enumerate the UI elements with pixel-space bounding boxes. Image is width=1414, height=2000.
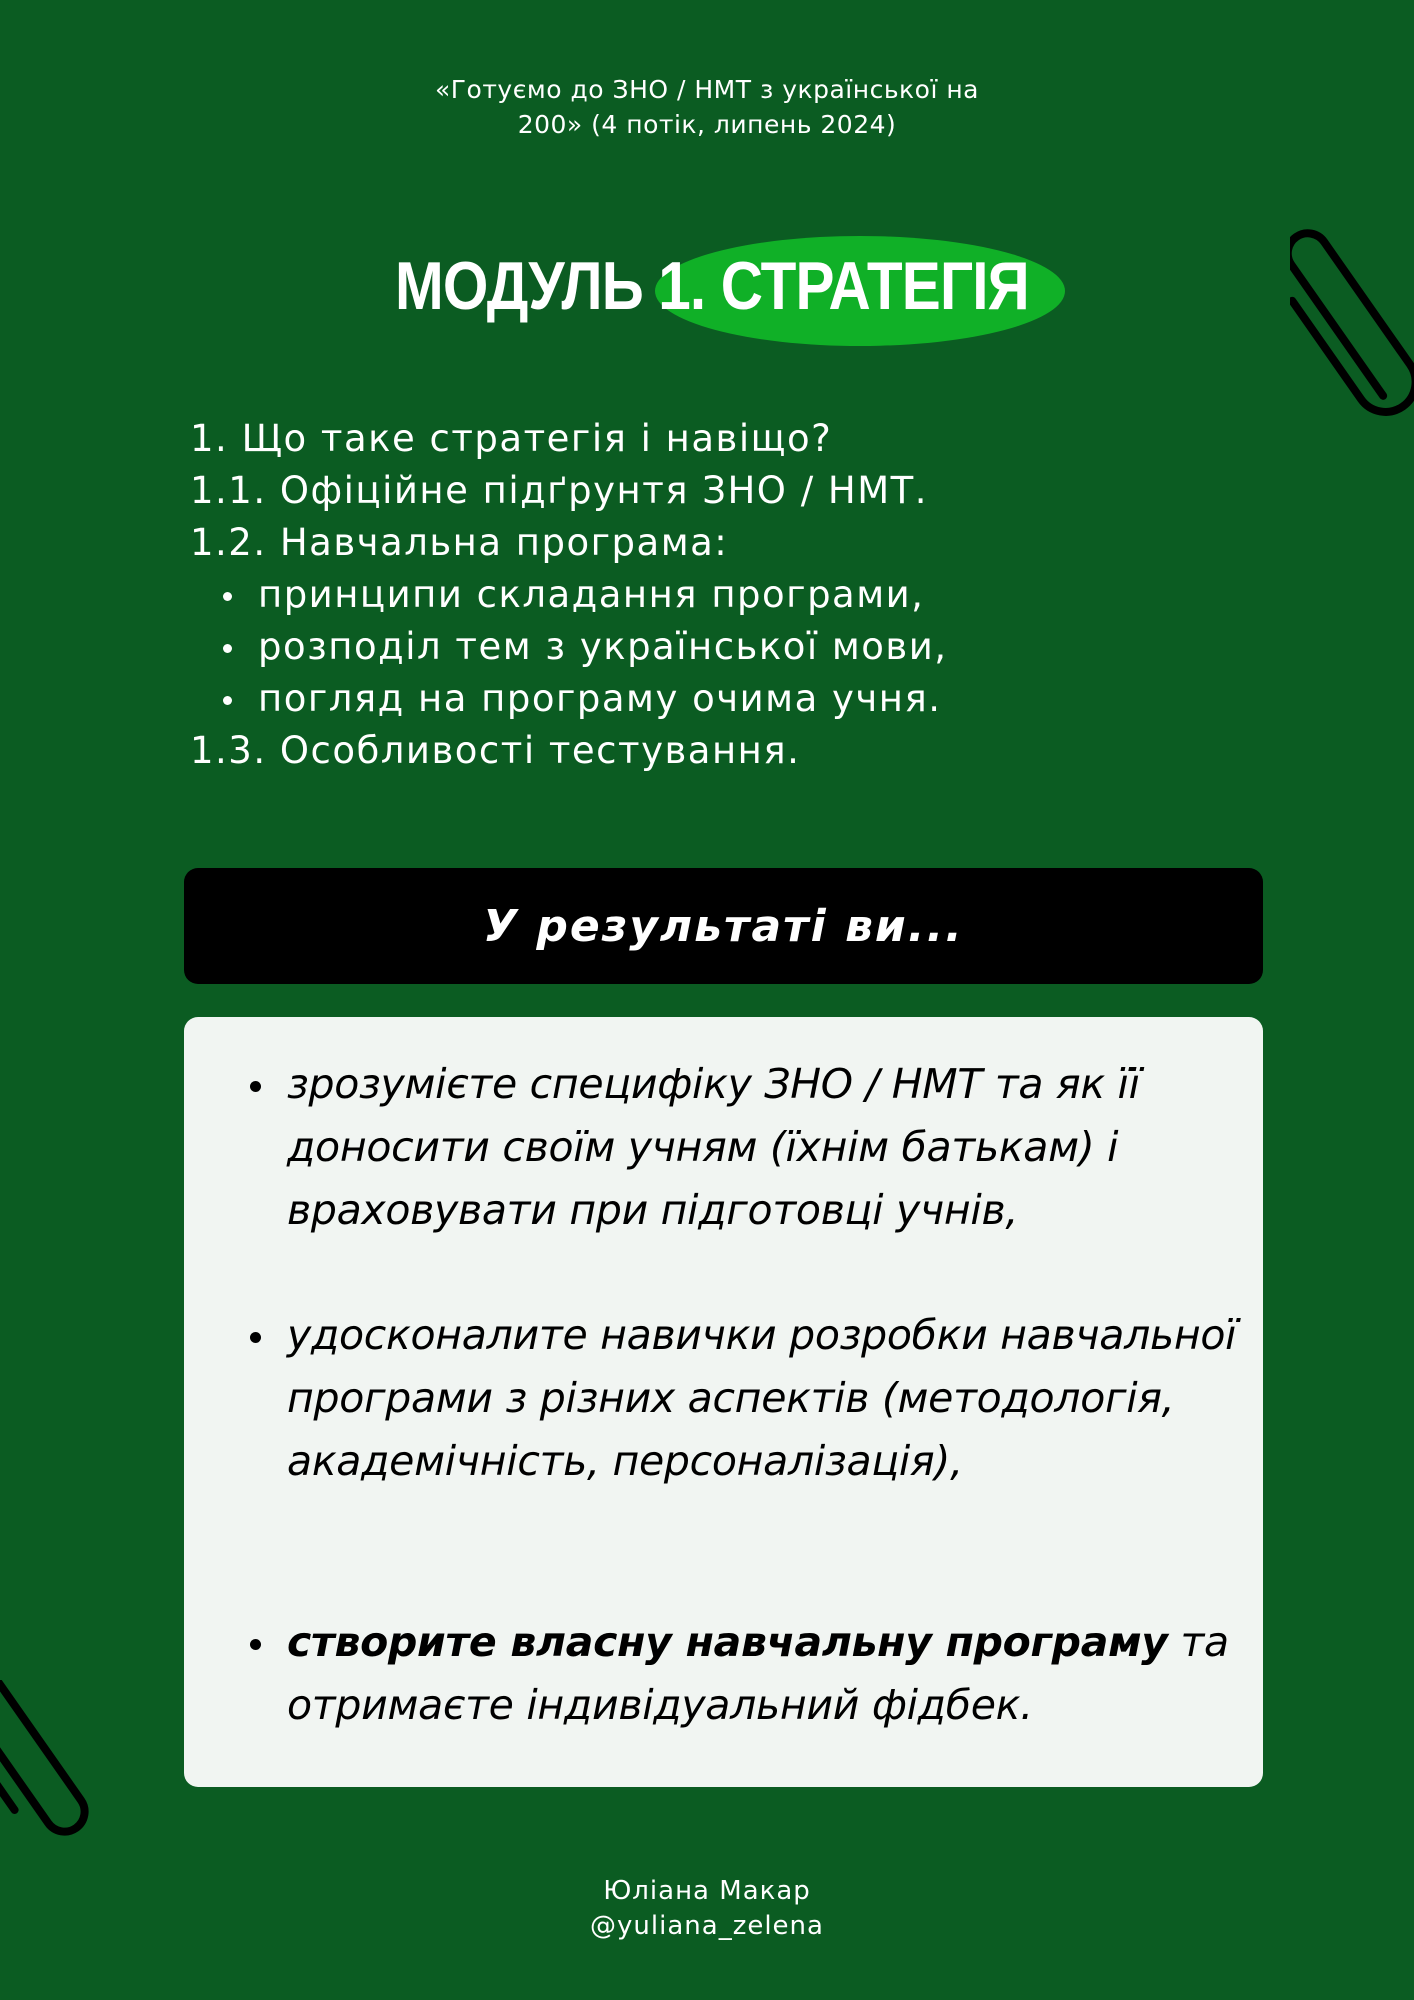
outline-subitem: погляд на програму очима учня. [190, 673, 1090, 725]
heading-part-1: МОДУЛЬ [395, 248, 659, 324]
outcome-text: та отримаєте індивідуальний фідбек. [287, 1618, 1229, 1729]
outcome-bold-text: створите власну навчальну програму [287, 1618, 1168, 1666]
module-heading [395, 232, 1075, 347]
outline-item: 1.2. Навчальна програма: [190, 521, 729, 564]
outline-item: 1.1. Офіційне підґрунтя ЗНО / НМТ. [190, 469, 929, 512]
outcomes-card [184, 1017, 1263, 1787]
results-banner-text: У результаті ви... [483, 900, 964, 952]
author-signature [507, 1874, 907, 1944]
results-banner [184, 868, 1263, 984]
outcome-text: удосконалите навички розробки навчальної програми з різних аспектів (методологія, академічність, персоналізація), [287, 1311, 1237, 1485]
course-title [407, 72, 1007, 142]
outline-item: 1. Що таке стратегія і навіщо? [190, 417, 833, 460]
course-title-line-1: «Готуємо до ЗНО / НМТ з української на [435, 75, 979, 104]
heading-part-2: 1. СТРАТЕГІЯ [658, 248, 1029, 324]
outline-item: 1.3. Особливості тестування. [190, 729, 801, 772]
outcome-text: зрозумієте специфіку ЗНО / НМТ та як її доносити своїм учням (їхнім батькам) і враховувати при підготовці учнів, [287, 1060, 1140, 1234]
author-handle: @yuliana_zelena [590, 1911, 824, 1941]
outcome-item [287, 1053, 1247, 1242]
author-name: Юліана Макар [603, 1876, 811, 1906]
outcome-item [287, 1611, 1247, 1737]
paperclip-top-right-icon [1290, 200, 1414, 440]
outline-subitem: принципи складання програми, [190, 569, 1090, 621]
paperclip-bottom-left-icon [0, 1680, 120, 1880]
outcome-item [287, 1304, 1247, 1493]
outline-subitem: розподіл тем з української мови, [190, 621, 1090, 673]
course-title-line-2: 200» (4 потік, липень 2024) [517, 110, 897, 139]
module-outline [190, 413, 1090, 777]
page-title [395, 244, 1029, 328]
